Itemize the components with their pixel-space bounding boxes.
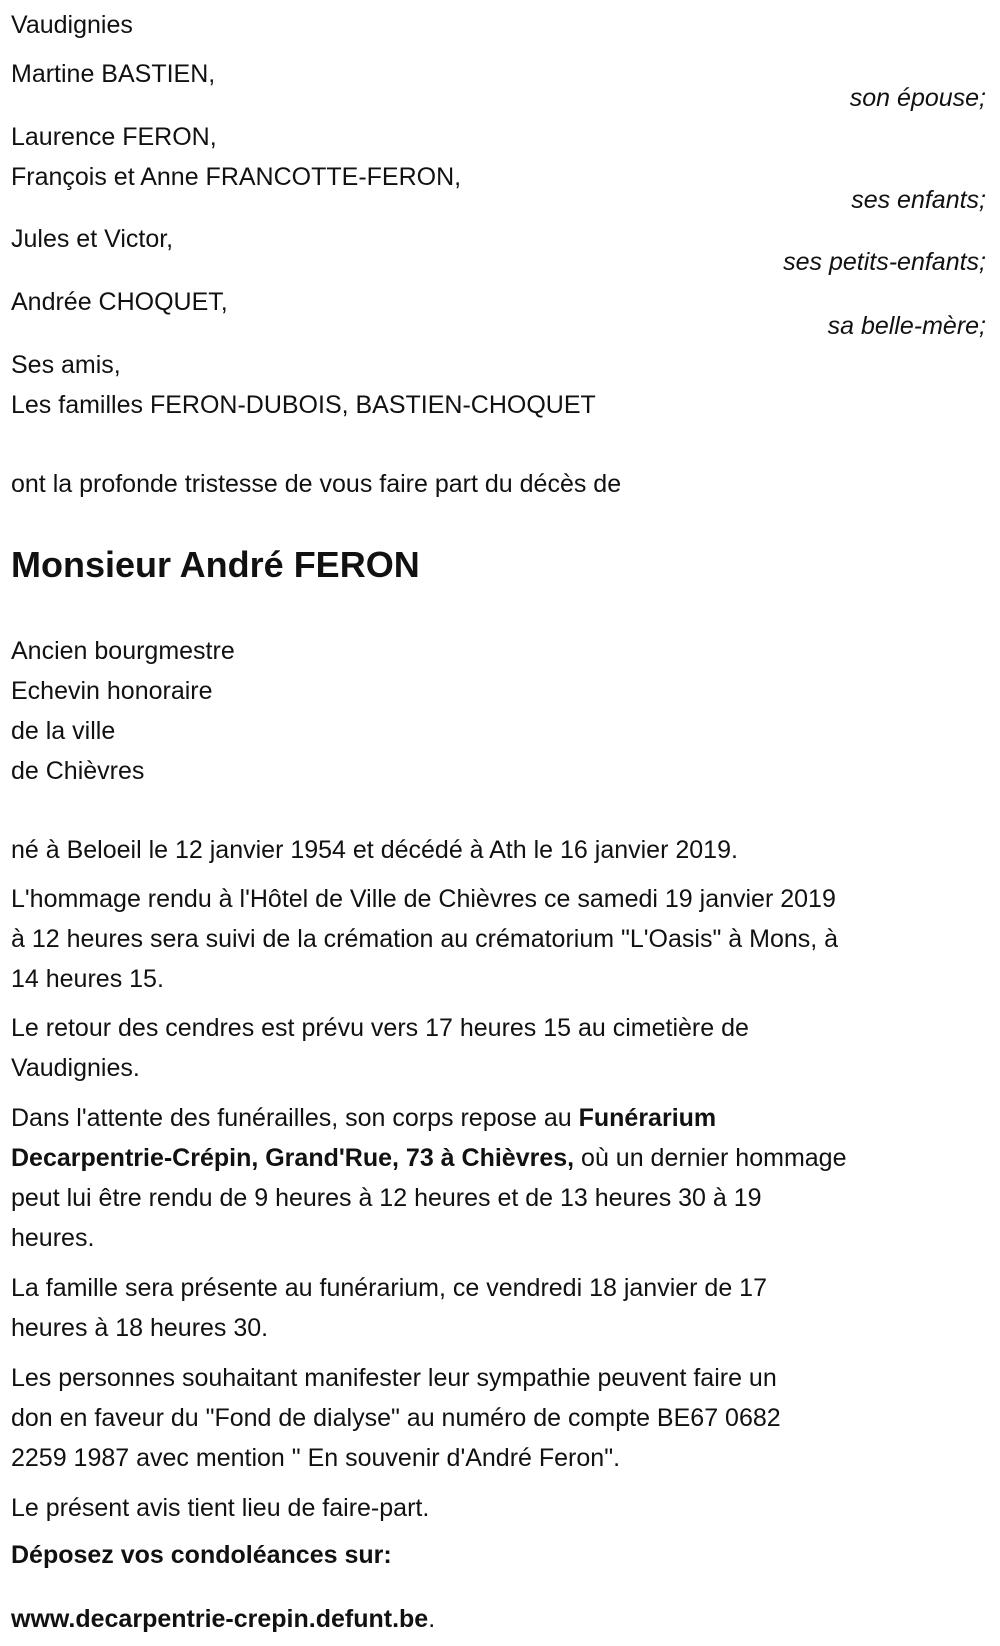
notice: Le présent avis tient lieu de faire-part. [11, 1494, 430, 1522]
donation-line: Les personnes souhaitant manifester leur sympathie peuvent faire un [11, 1364, 777, 1392]
village: Vaudignies [11, 11, 133, 39]
ceremony-line: 14 heures 15. [11, 965, 164, 993]
presence-line: heures à 18 heures 30. [11, 1314, 269, 1342]
ashes-info [11, 1008, 986, 1088]
mother-in-law-name: Andrée CHOQUET, [11, 288, 228, 316]
deceased-titles [11, 631, 986, 791]
funeral-home-name: Funérarium [578, 1104, 717, 1132]
child-name: François et Anne FRANCOTTE-FERON, [11, 163, 462, 191]
families: Les familles FERON-DUBOIS, BASTIEN-CHOQUET [11, 391, 596, 419]
deceased-name: Monsieur André FERON [11, 544, 420, 585]
viewing-info [11, 1098, 986, 1258]
funeral-home-address: Decarpentrie-Crépin, Grand'Rue, 73 à Chièvres, [11, 1144, 575, 1172]
friends: Ses amis, [11, 351, 121, 379]
donation-line: 2259 1987 avec mention " En souvenir d'André Feron". [11, 1444, 621, 1472]
website-line [11, 1599, 986, 1639]
viewing-text: où un dernier hommage [574, 1144, 847, 1172]
ashes-line: Vaudignies. [11, 1054, 140, 1082]
title-line: de Chièvres [11, 757, 145, 785]
ceremony-info [11, 879, 986, 999]
spouse-name: Martine BASTIEN, [11, 60, 216, 88]
condolences-label: Déposez vos condoléances sur: [11, 1541, 392, 1569]
children-names [11, 117, 986, 197]
grandchildren-names: Jules et Victor, [11, 225, 174, 253]
viewing-hours-end: heures. [11, 1224, 95, 1252]
child-name: Laurence FERON, [11, 123, 217, 151]
ashes-line: Le retour des cendres est prévu vers 17 heures 15 au cimetière de [11, 1014, 749, 1042]
viewing-intro: Dans l'attente des funérailles, son corps repose au [11, 1104, 579, 1132]
other-relatives [11, 345, 986, 425]
ceremony-line: L'hommage rendu à l'Hôtel de Ville de Chièvres ce samedi 19 janvier 2019 [11, 885, 836, 913]
title-line: Echevin honoraire [11, 677, 213, 705]
children-role: ses enfants; [851, 186, 986, 214]
website-suffix: . [428, 1605, 436, 1633]
mother-in-law-role: sa belle-mère; [827, 312, 986, 340]
presence-line: La famille sera présente au funérarium, ce vendredi 18 janvier de 17 [11, 1274, 767, 1302]
title-line: Ancien bourgmestre [11, 637, 235, 665]
family-presence [11, 1268, 986, 1348]
birth-death: né à Beloeil le 12 janvier 1954 et décédé à Ath le 16 janvier 2019. [11, 836, 738, 864]
announcement: ont la profonde tristesse de vous faire part du décès de [11, 470, 622, 498]
ceremony-line: à 12 heures sera suivi de la crémation au crématorium "L'Oasis" à Mons, à [11, 925, 839, 953]
donation-info [11, 1358, 986, 1478]
viewing-hours: peut lui être rendu de 9 heures à 12 heures et de 13 heures 30 à 19 [11, 1184, 762, 1212]
title-line: de la ville [11, 717, 116, 745]
grandchildren-role: ses petits-enfants; [783, 248, 986, 276]
website-link[interactable]: www.decarpentrie-crepin.defunt.be [11, 1605, 429, 1633]
donation-line: don en faveur du "Fond de dialyse" au numéro de compte BE67 0682 [11, 1404, 781, 1432]
spouse-role: son épouse; [849, 84, 986, 112]
